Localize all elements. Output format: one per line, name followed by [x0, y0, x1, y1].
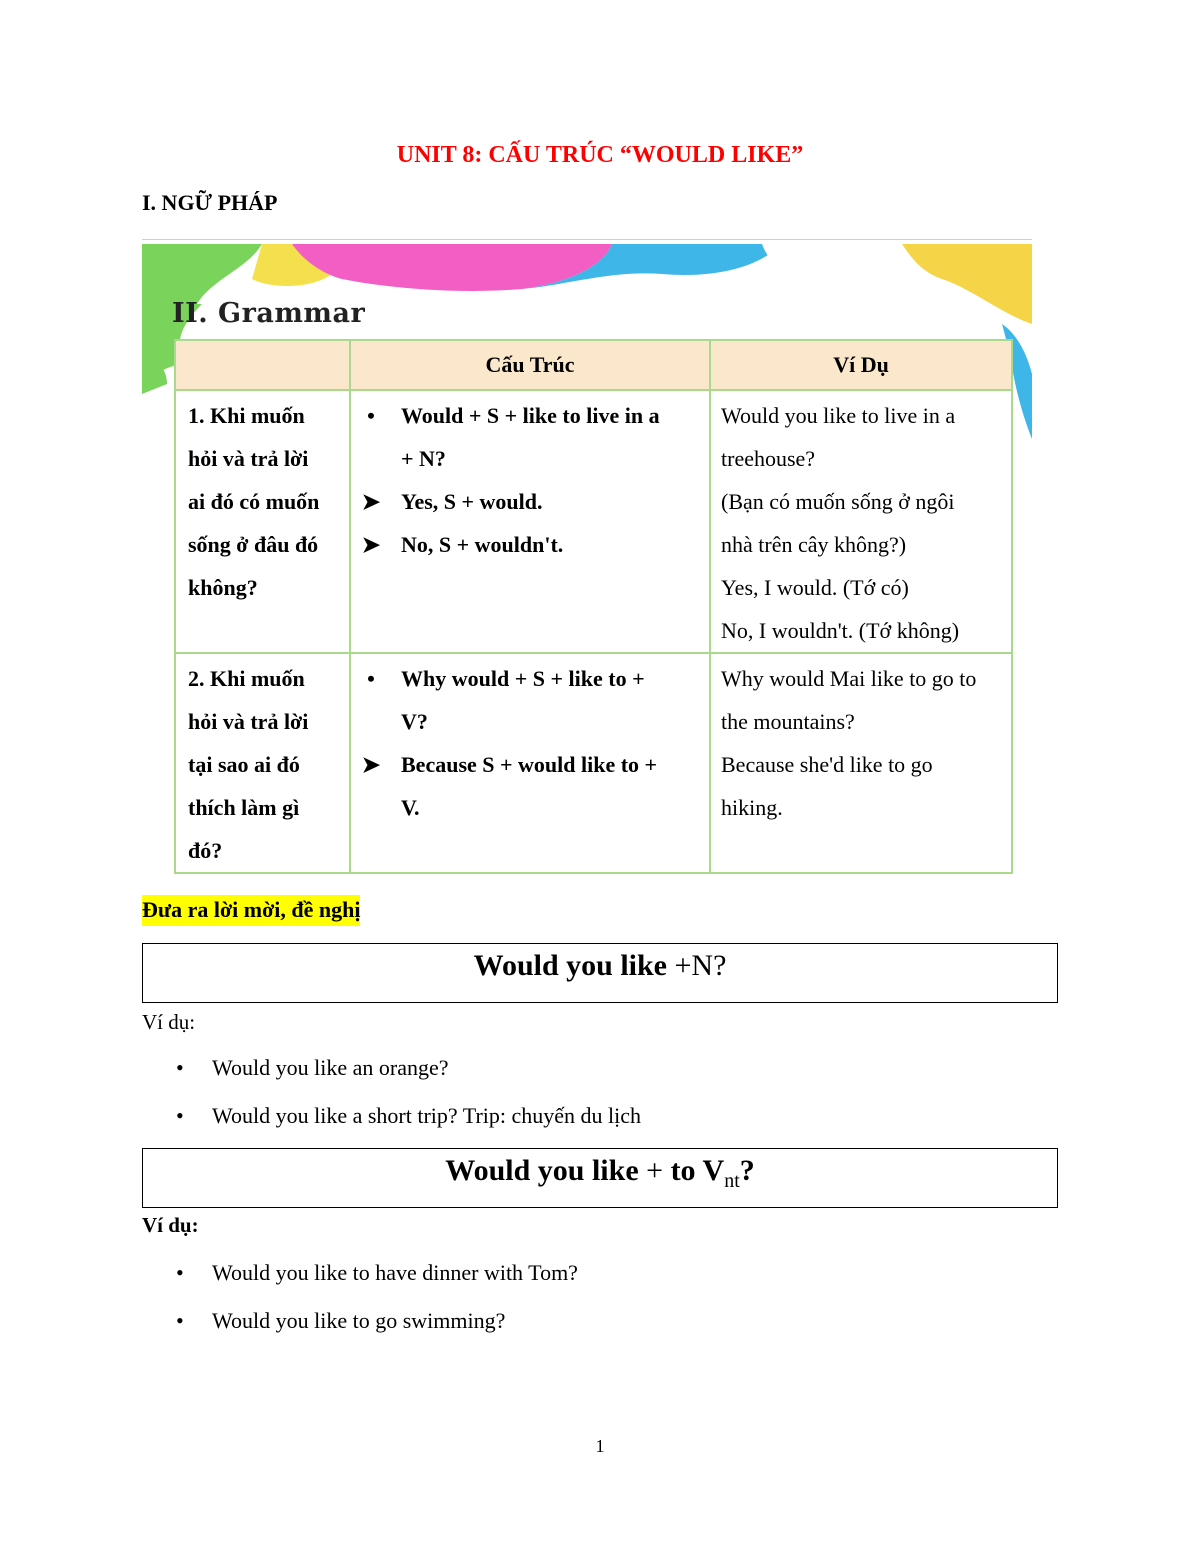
list-item-text: Would you like to go swimming? — [212, 1308, 506, 1333]
bullet-icon: • — [176, 1103, 184, 1128]
grammar-table — [174, 339, 1013, 874]
topic-line: tại sao ai đó — [188, 752, 300, 777]
structure-item — [351, 394, 709, 480]
arrow-bullet-icon: ➤ — [361, 752, 381, 777]
grammar-heading: II. Grammar — [172, 298, 366, 329]
page-number: 1 — [595, 1436, 605, 1456]
example-line: nhà trên cây không?) — [721, 532, 907, 557]
topic-cell — [175, 390, 350, 653]
structure-line: No, S + wouldn't. — [401, 532, 564, 557]
formula-end: ? — [739, 1154, 755, 1187]
header-empty — [175, 340, 350, 390]
grammar-image — [142, 244, 1032, 863]
structure-item — [351, 743, 709, 829]
structure-line: Would + S + like to live in a — [401, 403, 660, 428]
header-structure: Cấu Trúc — [350, 340, 710, 390]
example-line: Would you like to live in a — [721, 403, 956, 428]
topic-line: thích làm gì — [188, 795, 300, 820]
structure-line: Why would + S + like to + — [401, 666, 645, 691]
structure-line: + N? — [401, 446, 446, 471]
arrow-bullet-icon: ➤ — [361, 532, 381, 557]
structure-item — [351, 523, 709, 566]
list-item-text: Would you like a short trip? Trip: chuyến du lịch — [212, 1103, 642, 1128]
structure-item — [351, 480, 709, 523]
structure-line: V. — [401, 795, 420, 820]
structure-cell — [350, 653, 710, 873]
document-title: UNIT 8: CẤU TRÚC “WOULD LIKE” — [396, 142, 804, 168]
header-example: Ví Dụ — [710, 340, 1012, 390]
list-item-text: Would you like to have dinner with Tom? — [212, 1260, 578, 1285]
structure-line: V? — [401, 709, 428, 734]
table-header-row — [175, 340, 1012, 390]
bullet-icon: • — [367, 666, 375, 691]
structure-cell — [350, 390, 710, 653]
formula-plus: + — [646, 1154, 671, 1187]
bullet-icon: • — [367, 403, 375, 428]
formula-box — [142, 1148, 1058, 1208]
list-item — [176, 1308, 505, 1334]
example-line: No, I wouldn't. (Tớ không) — [721, 618, 960, 643]
topic-line: hỏi và trả lời — [188, 446, 309, 471]
topic-line: sống ở đâu đó — [188, 532, 319, 557]
example-label: Ví dụ: — [142, 1010, 196, 1034]
example-line: Yes, I would. (Tớ có) — [721, 575, 909, 600]
formula-bold-verb: to V — [670, 1154, 725, 1187]
example-line: treehouse? — [721, 446, 816, 471]
topic-line: 1. Khi muốn — [188, 403, 305, 428]
example-line: hiking. — [721, 795, 783, 820]
bullet-icon: • — [176, 1260, 184, 1285]
list-item — [176, 1055, 449, 1081]
topic-line: không? — [188, 575, 258, 600]
formula-bold: Would you like — [473, 949, 675, 982]
list-item-text: Would you like an orange? — [212, 1055, 449, 1080]
table-row — [175, 653, 1012, 873]
formula-subscript: nt — [724, 1170, 740, 1192]
topic-line: ai đó có muốn — [188, 489, 320, 514]
list-item — [176, 1260, 578, 1286]
example-cell — [710, 653, 1012, 873]
formula-bold: Would you like — [445, 1154, 647, 1187]
topic-line: 2. Khi muốn — [188, 666, 305, 691]
divider — [142, 239, 1032, 240]
bullet-icon: • — [176, 1055, 184, 1080]
structure-line: Yes, S + would. — [401, 489, 543, 514]
example-line: the mountains? — [721, 709, 855, 734]
section-heading-grammar: I. NGỮ PHÁP — [142, 190, 278, 215]
topic-line: đó? — [188, 838, 223, 863]
bullet-icon: • — [176, 1308, 184, 1333]
topic-cell — [175, 653, 350, 873]
highlighted-subheading: Đưa ra lời mời, đề nghị — [142, 895, 360, 926]
structure-item — [351, 657, 709, 743]
table-row — [175, 390, 1012, 653]
formula-rest: +N? — [674, 949, 727, 982]
example-cell — [710, 390, 1012, 653]
list-item — [176, 1103, 641, 1129]
example-line: (Bạn có muốn sống ở ngôi — [721, 489, 955, 514]
formula-box — [142, 943, 1058, 1003]
structure-line: Because S + would like to + — [401, 752, 658, 777]
example-label: Ví dụ: — [142, 1213, 199, 1237]
topic-line: hỏi và trả lời — [188, 709, 309, 734]
example-line: Why would Mai like to go to — [721, 666, 977, 691]
arrow-bullet-icon: ➤ — [361, 489, 381, 514]
example-line: Because she'd like to go — [721, 752, 933, 777]
